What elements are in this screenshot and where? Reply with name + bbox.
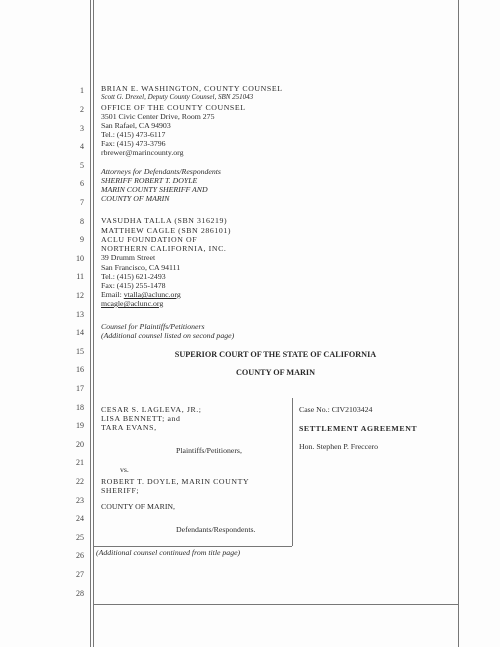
- line-number: 2: [80, 105, 84, 114]
- line-number: 18: [76, 403, 84, 412]
- defendant-3: COUNTY OF MARIN,: [101, 502, 176, 511]
- line-number: 3: [80, 124, 84, 133]
- plaintiff-role: Plaintiffs/Petitioners,: [176, 446, 242, 455]
- left-margin-line-outer: [90, 0, 91, 647]
- line-number: 12: [76, 291, 84, 300]
- defendant-role: Defendants/Respondents.: [176, 525, 256, 534]
- line-number: 8: [80, 217, 84, 226]
- line-number: 20: [76, 440, 84, 449]
- line-number: 13: [76, 310, 84, 319]
- plaintiff-counsel-name-1: VASUDHA TALLA (SBN 316219): [101, 216, 228, 225]
- line-number: 28: [76, 589, 84, 598]
- county-counsel-email: rbrewer@marincounty.org: [101, 148, 184, 157]
- line-number: 27: [76, 570, 84, 579]
- plaintiff-2: LISA BENNETT; and: [101, 414, 181, 423]
- footer-rule: [93, 604, 458, 605]
- line-number: 19: [76, 421, 84, 430]
- additional-counsel-continued: (Additional counsel continued from title page): [96, 548, 241, 557]
- defendant-sheriff: SHERIFF ROBERT T. DOYLE: [101, 176, 198, 185]
- county-counsel-tel: Tel.: (415) 473-6117: [101, 130, 166, 139]
- court-county: COUNTY OF MARIN: [236, 368, 315, 377]
- case-number: Case No.: CIV2103424: [299, 405, 373, 414]
- plaintiff-counsel-tel: Tel.: (415) 621-2493: [101, 272, 166, 281]
- deputy-counsel: Scott G. Drexel, Deputy County Counsel, SBN 251043: [101, 93, 254, 101]
- email-link-2[interactable]: mcagle@aclunc.org: [101, 299, 164, 308]
- email-link-1[interactable]: vtalla@aclunc.org: [123, 290, 181, 299]
- line-number: 24: [76, 514, 84, 523]
- line-number: 22: [76, 477, 84, 486]
- plaintiff-counsel-city: San Francisco, CA 94111: [101, 263, 181, 272]
- line-number: 16: [76, 365, 84, 374]
- judge-name: Hon. Stephen P. Freccero: [299, 442, 379, 451]
- line-number: 25: [76, 533, 84, 542]
- plaintiff-counsel-org-1: ACLU FOUNDATION OF: [101, 235, 198, 244]
- counsel-for-label: Counsel for Plaintiffs/Petitioners: [101, 322, 205, 331]
- line-number: 1: [80, 86, 84, 95]
- caption-divider: [292, 398, 293, 546]
- county-counsel-fax: Fax: (415) 473-3796: [101, 139, 166, 148]
- line-number: 14: [76, 328, 84, 337]
- document-title: SETTLEMENT AGREEMENT: [299, 424, 418, 433]
- court-name: SUPERIOR COURT OF THE STATE OF CALIFORNIA: [174, 350, 377, 359]
- line-number: 5: [80, 161, 84, 170]
- plaintiff-counsel-name-2: MATTHEW CAGLE (SBN 286101): [101, 226, 232, 235]
- plaintiff-counsel-email-row: [101, 290, 181, 299]
- defendant-1: ROBERT T. DOYLE, MARIN COUNTY: [101, 477, 250, 486]
- line-number: 10: [76, 254, 84, 263]
- defendant-county: COUNTY OF MARIN: [101, 194, 170, 203]
- county-counsel-office: OFFICE OF THE COUNTY COUNSEL: [101, 103, 246, 112]
- additional-counsel-note: (Additional counsel listed on second page): [101, 331, 235, 340]
- email-label: Email:: [101, 290, 124, 299]
- plaintiff-counsel-street: 39 Drumm Street: [101, 253, 156, 262]
- line-number: 11: [76, 272, 84, 281]
- defendant-2: SHERIFF;: [101, 486, 140, 495]
- plaintiff-3: TARA EVANS,: [101, 423, 157, 432]
- line-number: 6: [80, 179, 84, 188]
- versus: vs.: [120, 465, 129, 474]
- county-counsel-street: 3501 Civic Center Drive, Room 275: [101, 112, 215, 121]
- line-number: 4: [80, 142, 84, 151]
- line-number: 7: [80, 198, 84, 207]
- caption-bottom-rule: [93, 546, 292, 547]
- line-number: 15: [76, 347, 84, 356]
- left-margin-line-inner: [93, 0, 94, 647]
- county-counsel-city: San Rafael, CA 94903: [101, 121, 171, 130]
- plaintiff-counsel-org-2: NORTHERN CALIFORNIA, INC.: [101, 244, 227, 253]
- line-number: 23: [76, 496, 84, 505]
- county-counsel-name: BRIAN E. WASHINGTON, COUNTY COUNSEL: [101, 84, 283, 93]
- line-number: 17: [76, 384, 84, 393]
- line-number: 26: [76, 551, 84, 560]
- line-number: 21: [76, 458, 84, 467]
- right-margin-line: [458, 0, 459, 647]
- line-number: 9: [80, 235, 84, 244]
- defendant-marin-sheriff: MARIN COUNTY SHERIFF AND: [101, 185, 208, 194]
- attorneys-for-label: Attorneys for Defendants/Respondents: [101, 167, 221, 176]
- plaintiff-1: CESAR S. LAGLEVA, JR.;: [101, 405, 202, 414]
- plaintiff-counsel-fax: Fax: (415) 255-1478: [101, 281, 166, 290]
